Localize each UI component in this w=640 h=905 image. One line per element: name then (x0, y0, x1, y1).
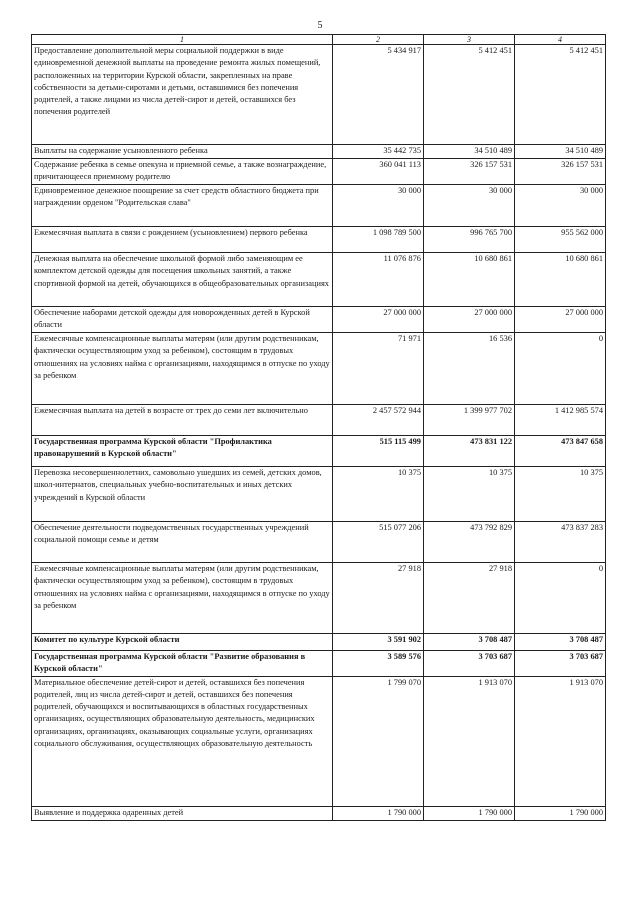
header-row (32, 35, 606, 45)
value-year-2: 326 157 531 (424, 159, 515, 185)
table-row (32, 676, 606, 806)
value-year-3: 1 913 070 (515, 676, 606, 806)
value-year-2: 34 510 489 (424, 145, 515, 159)
budget-table (31, 34, 606, 821)
value-year-1: 1 098 789 500 (333, 227, 424, 253)
value-year-1: 27 918 (333, 563, 424, 634)
table-row (32, 522, 606, 563)
value-year-3: 30 000 (515, 185, 606, 227)
value-year-1: 3 589 576 (333, 651, 424, 677)
table-row (32, 185, 606, 227)
table-row (32, 806, 606, 820)
value-year-3: 5 412 451 (515, 45, 606, 145)
value-year-3: 1 412 985 574 (515, 405, 606, 436)
value-year-1: 360 041 113 (333, 159, 424, 185)
value-year-3: 10 375 (515, 467, 606, 522)
value-year-3: 1 790 000 (515, 806, 606, 820)
table-row (32, 227, 606, 253)
value-year-1: 5 434 917 (333, 45, 424, 145)
value-year-3: 0 (515, 563, 606, 634)
value-year-2: 27 918 (424, 563, 515, 634)
value-year-2: 3 703 687 (424, 651, 515, 677)
table-row (32, 253, 606, 307)
row-name: Материальное обеспечение детей-сирот и детей, оставшихся без попечения родителей, лиц из числа детей-сирот и детей, оставшихся без попечения родителей, обучающихся и воспитывающихся в областных государственных организациях, осуществляющих образовательную деятельность, медицинских организациях, организациях, оказывающих социальные услуги, организациях социального обслуживания, осуществляющих образовательную деятельность (32, 676, 333, 806)
table-row (32, 634, 606, 651)
row-name: Государственная программа Курской области "Профилактика правонарушений в Курской области" (32, 436, 333, 467)
row-name: Содержание ребенка в семье опекуна и приемной семье, а также вознаграждение, причитающееся приемному родителю (32, 159, 333, 185)
value-year-3: 3 703 687 (515, 651, 606, 677)
value-year-3: 3 708 487 (515, 634, 606, 651)
value-year-2: 1 790 000 (424, 806, 515, 820)
column-header: 1 (32, 35, 333, 45)
table-row (32, 467, 606, 522)
row-name: Выплаты на содержание усыновленного ребенка (32, 145, 333, 159)
value-year-2: 10 375 (424, 467, 515, 522)
value-year-2: 16 536 (424, 333, 515, 405)
value-year-2: 3 708 487 (424, 634, 515, 651)
value-year-2: 473 792 829 (424, 522, 515, 563)
row-name: Государственная программа Курской области "Развитие образования в Курской области" (32, 651, 333, 677)
value-year-3: 0 (515, 333, 606, 405)
value-year-3: 473 847 658 (515, 436, 606, 467)
value-year-2: 1 913 070 (424, 676, 515, 806)
value-year-2: 27 000 000 (424, 307, 515, 333)
row-name: Ежемесячные компенсационные выплаты матерям (или другим родственникам, фактически осуществляющим уход за ребенком), состоящим в трудовых отношениях на условиях найма с организациями, находящимся в отпуске по уходу за ребенком (32, 333, 333, 405)
row-name: Ежемесячная выплата на детей в возрасте от трех до семи лет включительно (32, 405, 333, 436)
row-name: Ежемесячные компенсационные выплаты матерям (или другим родственникам, фактически осуществляющим уход за ребенком), состоящим в трудовых отношениях на условиях найма с организациями, находящимся в отпуске по уходу за ребенком (32, 563, 333, 634)
row-name: Ежемесячная выплата в связи с рождением (усыновлением) первого ребенка (32, 227, 333, 253)
value-year-1: 1 799 070 (333, 676, 424, 806)
column-header: 3 (424, 35, 515, 45)
table-row (32, 333, 606, 405)
row-name: Перевозка несовершеннолетних, самовольно ушедших из семей, детских домов, школ-интернатов, специальных учебно-воспитательных и иных детских учреждений в Курской области (32, 467, 333, 522)
value-year-2: 5 412 451 (424, 45, 515, 145)
table-row (32, 145, 606, 159)
row-name: Обеспечение деятельности подведомственных государственных учреждений социальной помощи семье и детям (32, 522, 333, 563)
table-row (32, 45, 606, 145)
value-year-1: 515 115 499 (333, 436, 424, 467)
row-name: Комитет по культуре Курской области (32, 634, 333, 651)
value-year-1: 30 000 (333, 185, 424, 227)
value-year-3: 326 157 531 (515, 159, 606, 185)
value-year-1: 3 591 902 (333, 634, 424, 651)
value-year-3: 955 562 000 (515, 227, 606, 253)
value-year-1: 27 000 000 (333, 307, 424, 333)
row-name: Предоставление дополнительной меры социальной поддержки в виде единовременной денежной выплаты на проведение ремонта жилых помещений, расположенных на территории Курской области, закрепленных на праве собственности за детьми-сиротами и детьми, оставшимися без попечения родителей, а также лицами из числа детей-сирот и детей, оставшихся без попечения родителей (32, 45, 333, 145)
value-year-2: 996 765 700 (424, 227, 515, 253)
value-year-1: 11 076 876 (333, 253, 424, 307)
value-year-2: 1 399 977 702 (424, 405, 515, 436)
column-header: 4 (515, 35, 606, 45)
row-name: Выявление и поддержка одаренных детей (32, 806, 333, 820)
table-row (32, 405, 606, 436)
value-year-1: 71 971 (333, 333, 424, 405)
column-header: 2 (333, 35, 424, 45)
table-row (32, 563, 606, 634)
value-year-2: 473 831 122 (424, 436, 515, 467)
row-name: Денежная выплата на обеспечение школьной формой либо заменяющим ее комплектом детской одежды для посещения школьных занятий, а также спортивной формой на детей, обучающихся в общеобразовательных организациях (32, 253, 333, 307)
value-year-3: 34 510 489 (515, 145, 606, 159)
row-name: Обеспечение наборами детской одежды для новорожденных детей в Курской области (32, 307, 333, 333)
table-row (32, 436, 606, 467)
value-year-2: 30 000 (424, 185, 515, 227)
value-year-1: 10 375 (333, 467, 424, 522)
value-year-3: 10 680 861 (515, 253, 606, 307)
value-year-3: 27 000 000 (515, 307, 606, 333)
value-year-2: 10 680 861 (424, 253, 515, 307)
value-year-3: 473 837 283 (515, 522, 606, 563)
table-row (32, 651, 606, 677)
value-year-1: 1 790 000 (333, 806, 424, 820)
row-name: Единовременное денежное поощрение за счет средств областного бюджета при награждении орденом "Родительская слава" (32, 185, 333, 227)
page-number: 5 (317, 20, 323, 31)
table-row (32, 159, 606, 185)
value-year-1: 35 442 735 (333, 145, 424, 159)
value-year-1: 515 077 206 (333, 522, 424, 563)
table-row (32, 307, 606, 333)
value-year-1: 2 457 572 944 (333, 405, 424, 436)
